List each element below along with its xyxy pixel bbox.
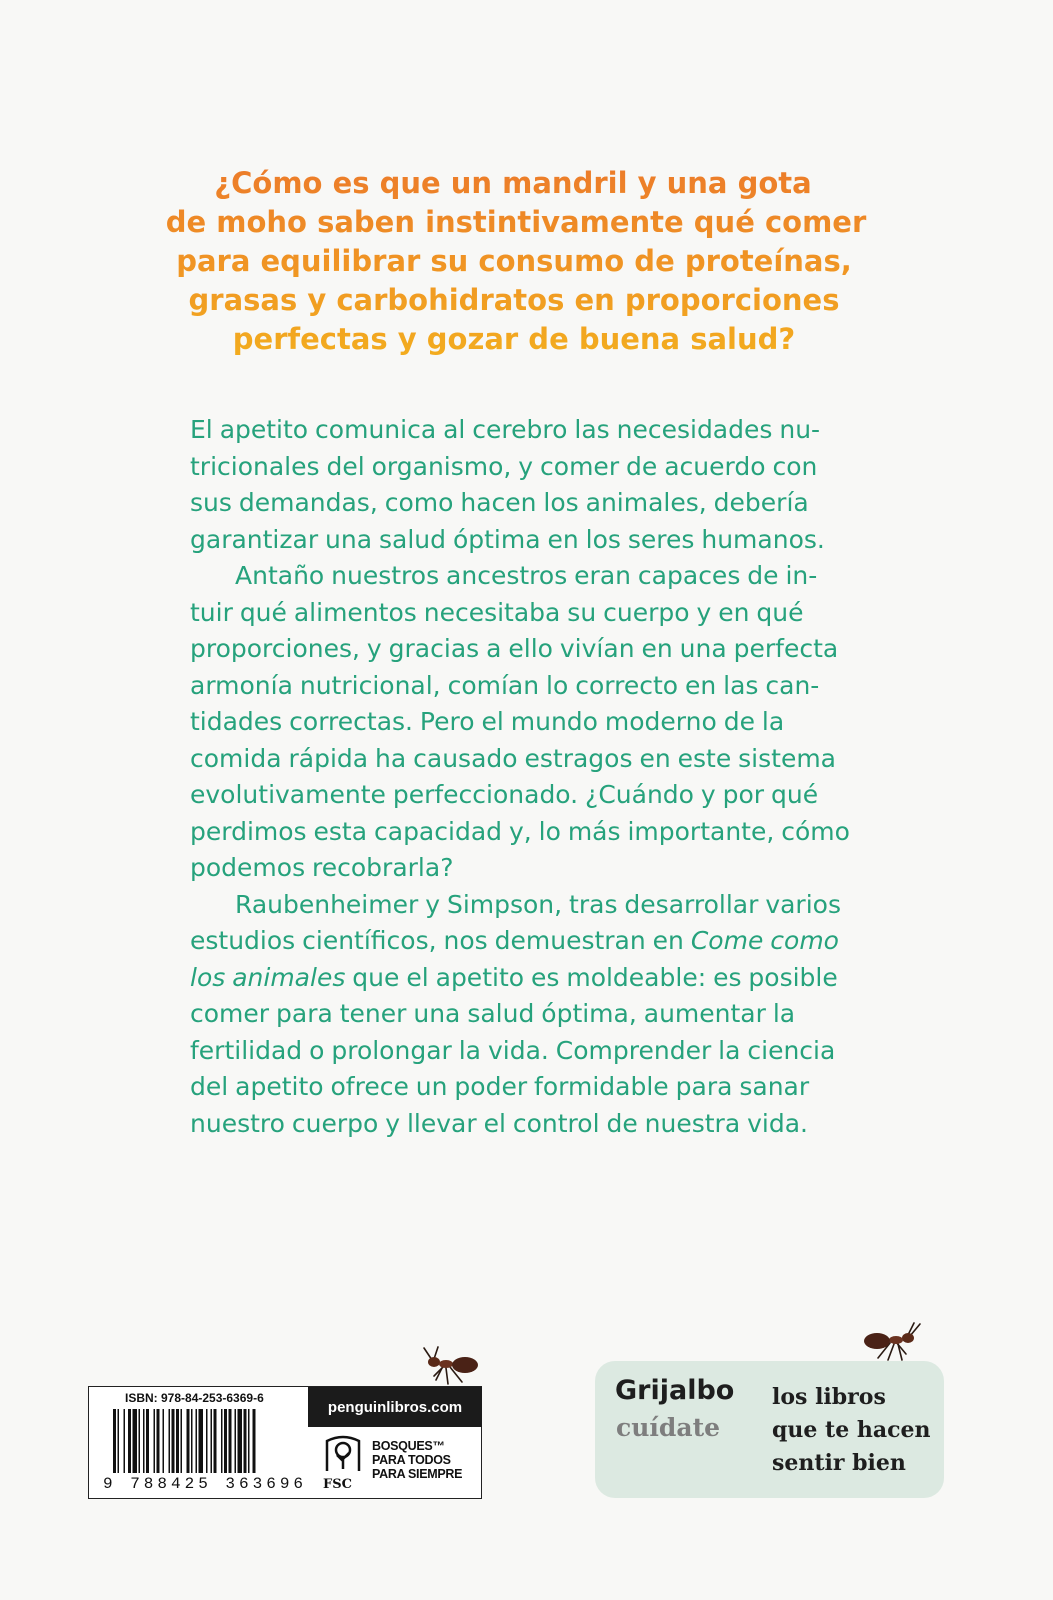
ant-icon xyxy=(858,1322,928,1364)
barcode-bar xyxy=(128,1409,131,1473)
barcode-bar xyxy=(211,1409,213,1473)
slogan-line: sentir bien xyxy=(772,1450,906,1476)
barcode-panel xyxy=(88,1386,482,1499)
blurb-line: del apetito ofrece un poder formidable para sanar xyxy=(190,1072,810,1101)
tagline-line: de moho saben instintivamente qué comer xyxy=(165,205,867,239)
barcode-bar xyxy=(253,1409,256,1473)
website-label: penguinlibros.com xyxy=(308,1387,482,1427)
barcode-bar xyxy=(146,1409,149,1473)
barcode-bar xyxy=(133,1409,138,1473)
blurb-line: evolutivamente perfeccionado. ¿Cuándo y por qué xyxy=(190,780,819,809)
barcode-bar xyxy=(214,1409,217,1473)
tagline-line: para equilibrar su consumo de proteínas, xyxy=(176,244,852,278)
blurb-line: fertilidad o prolongar la vida. Comprender la ciencia xyxy=(190,1035,836,1065)
slogan-line: los libros xyxy=(772,1384,886,1410)
barcode-bar xyxy=(181,1409,183,1473)
tagline-line: grasas y carbohidratos en proporciones xyxy=(188,283,840,317)
ant-icon xyxy=(418,1346,484,1386)
blurb-line: podemos recobrarla? xyxy=(190,853,454,882)
blurb-line: garantizar una salud óptima en los seres humanos. xyxy=(190,524,825,554)
barcode-bar xyxy=(224,1409,227,1473)
imprint-panel xyxy=(595,1361,944,1498)
barcode-bar xyxy=(206,1409,208,1473)
blurb-line: tricionales del organismo, y comer de acuerdo con xyxy=(190,451,818,481)
blurb-line: perdimos esta capacidad y, lo más importante, cómo xyxy=(190,816,850,846)
tagline-line: perfectas y gozar de buena salud? xyxy=(232,322,796,356)
fsc-tagline-line: PARA TODOS xyxy=(372,1453,451,1467)
tagline-line: ¿Cómo es que un mandril y una gota xyxy=(214,166,812,200)
slogan-line: que te hacen xyxy=(772,1417,931,1443)
barcode-bar xyxy=(187,1409,190,1473)
book-title-italic: los animales xyxy=(190,962,346,992)
blurb-line: comer para tener una salud óptima, aumentar la xyxy=(190,999,796,1028)
blurb-line: proporciones, y gracias a ello vivían en una perfecta xyxy=(190,634,839,663)
barcode-bar xyxy=(248,1409,250,1473)
collection-slogan xyxy=(772,1381,931,1480)
publisher-brand: Grijalbo xyxy=(615,1375,735,1406)
blurb-line: Antaño nuestros ancestros eran capaces de in- xyxy=(235,561,818,590)
barcode-bar xyxy=(229,1409,232,1473)
barcode-bar xyxy=(113,1409,116,1473)
collection-name: cuídate xyxy=(616,1413,721,1442)
barcode-bar xyxy=(191,1409,193,1473)
barcode-bar xyxy=(118,1409,120,1473)
fsc-tagline-line: BOSQUES™ xyxy=(372,1439,445,1453)
blurb-line: tuir qué alimentos necesitaba su cuerpo y en qué xyxy=(190,597,804,627)
fsc-tagline-line: PARA SIEMPRE xyxy=(372,1467,463,1481)
barcode-bar xyxy=(199,1409,204,1473)
isbn-label: ISBN: 978-84-253-6369-6 xyxy=(125,1391,264,1405)
barcode-bar xyxy=(196,1409,198,1473)
barcode-bar xyxy=(163,1409,165,1473)
tagline xyxy=(0,0,1053,380)
barcode-bar xyxy=(124,1409,126,1473)
blurb-line: nuestro cuerpo y llevar el control de nuestra vida. xyxy=(190,1108,808,1138)
barcode-bar xyxy=(238,1409,243,1473)
blurb-line: armonía nutricional, comían lo correcto en las can- xyxy=(190,670,820,700)
barcode-bar xyxy=(176,1409,179,1473)
blurb-text-segment: estudios científicos, nos demuestran en xyxy=(190,926,691,955)
blurb-text-segment: que el apetito es moldeable: es posible xyxy=(345,962,838,992)
fsc-label: FSC xyxy=(323,1477,352,1492)
barcode-bar xyxy=(154,1409,156,1473)
barcode-bar xyxy=(221,1409,223,1473)
barcode-digits: 9 788425 363696 xyxy=(103,1475,308,1493)
blurb-line: tidades correctas. Pero el mundo moderno de la xyxy=(190,707,785,736)
barcode-bar xyxy=(244,1409,247,1473)
tree-icon xyxy=(321,1435,365,1477)
blurb-line xyxy=(190,923,870,960)
barcode-bar xyxy=(169,1409,171,1473)
barcode-bar xyxy=(157,1409,160,1473)
blurb-line: Raubenheimer y Simpson, tras desarrollar varios xyxy=(235,889,841,919)
fsc-tagline xyxy=(372,1439,482,1481)
blurb-text xyxy=(190,412,870,1142)
barcode-bar xyxy=(172,1409,175,1473)
blurb-line: El apetito comunica al cerebro las necesidades nu- xyxy=(190,415,821,444)
barcode-bar xyxy=(143,1409,145,1473)
blurb-line: sus demandas, como hacen los animales, debería xyxy=(190,488,809,517)
blurb-line xyxy=(190,960,870,997)
barcode-bar xyxy=(235,1409,237,1473)
barcode-bar xyxy=(139,1409,141,1473)
blurb-line: comida rápida ha causado estragos en este sistema xyxy=(190,743,837,773)
barcode-icon xyxy=(113,1409,293,1475)
book-title-italic: Come como xyxy=(690,926,839,955)
